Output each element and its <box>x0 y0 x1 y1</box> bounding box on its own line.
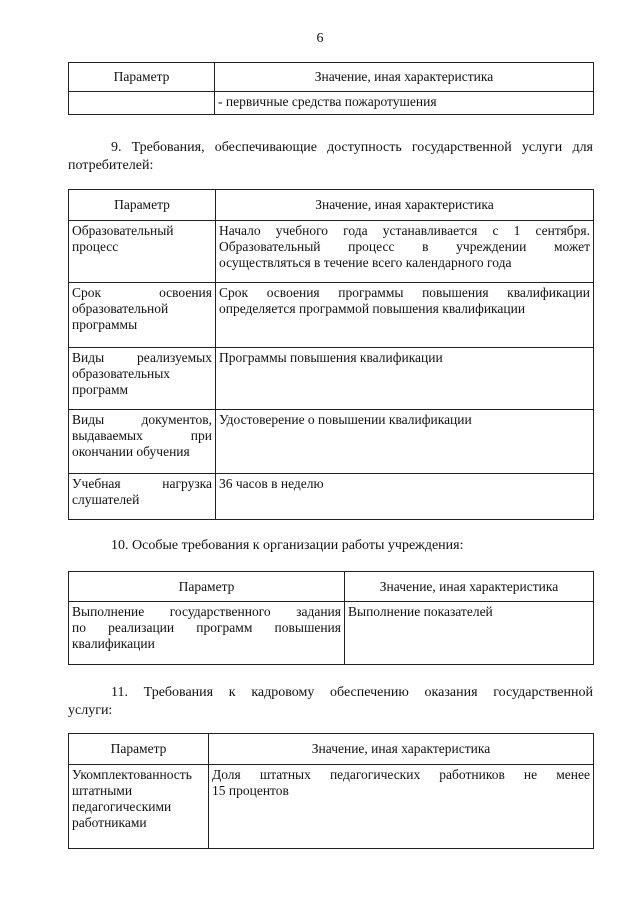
table-row <box>69 410 594 474</box>
table-cell-parameter: Виды реализуемых образовательных программ <box>69 348 216 410</box>
column-header-value: Значение, иная характеристика <box>215 63 594 92</box>
table-cell-value: 36 часов в неделю <box>216 474 594 520</box>
table-row <box>69 602 594 665</box>
table-cell-parameter <box>69 92 215 115</box>
table-section-9 <box>68 189 594 520</box>
section-11-heading-line-1: 11. Требования к кадровому обеспечению оказания государственной <box>111 685 593 700</box>
table-section-10 <box>68 571 594 665</box>
section-9-heading-line-2: потребителей: <box>68 158 154 173</box>
section-9-heading-line-1: 9. Требования, обеспечивающие доступность государственной услуги для <box>111 140 593 155</box>
table-cell-value: Выполнение показателей <box>345 602 594 665</box>
table-cell-value: Программы повышения квалификации <box>216 348 594 410</box>
table-cell-parameter: Срок освоения образовательной программы <box>69 283 216 348</box>
column-header-value: Значение, иная характеристика <box>209 734 594 765</box>
column-header-value: Значение, иная характеристика <box>345 572 594 602</box>
table-cell-parameter: Виды документов, выдаваемых при окончании обучения <box>69 410 216 474</box>
table-cell-parameter: Образовательный процесс <box>69 221 216 283</box>
table-cell-value: Начало учебного года устанавливается с 1 сентября. Образовательный процесс в учреждении может осуществляться в течение всего календарного года <box>216 221 594 283</box>
table-row <box>69 474 594 520</box>
table-cell-value: Удостоверение о повышении квалификации <box>216 410 594 474</box>
table-row <box>69 283 594 348</box>
section-11-heading-line-2: услуги: <box>68 703 113 718</box>
table-section-11 <box>68 733 594 849</box>
column-header-parameter: Параметр <box>69 572 345 602</box>
page-number: 6 <box>316 31 324 46</box>
section-10-heading: 10. Особые требования к организации работы учреждения: <box>111 538 464 553</box>
table-cell-value: Срок освоения программы повышения квалификации определяется программой повышения квалификации <box>216 283 594 348</box>
column-header-parameter: Параметр <box>69 63 215 92</box>
table-cell-parameter: Выполнение государственного задания по реализации программ повышения квалификации <box>69 602 345 665</box>
table-cell-parameter: Учебная нагрузка слушателей <box>69 474 216 520</box>
column-header-value: Значение, иная характеристика <box>216 190 594 221</box>
table-row <box>69 348 594 410</box>
table-cell-value: - первичные средства пожаротушения <box>215 92 594 115</box>
column-header-parameter: Параметр <box>69 190 216 221</box>
table-cell-value: Доля штатных педагогических работников не менее 15 процентов <box>209 765 594 849</box>
table-cell-parameter: Укомплектованность штатными педагогическими работниками <box>69 765 209 849</box>
table-row <box>69 221 594 283</box>
table-continuation <box>68 62 594 115</box>
column-header-parameter: Параметр <box>69 734 209 765</box>
table-row <box>69 765 594 849</box>
